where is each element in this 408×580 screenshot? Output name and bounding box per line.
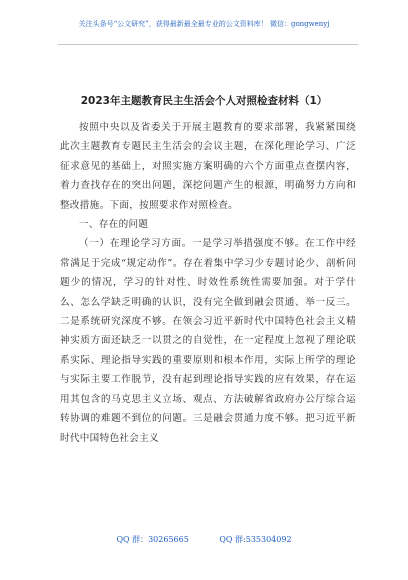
footer-qq-group-2: QQ 群:535304092 [219,535,292,544]
footer-contacts [20,535,388,545]
body-paragraph: （一）在理论学习方面。一是学习举措强度不够。在工作中经常满足于完成“规定动作”。存在着集中学习少专题讨论少、剖析问题少的情况，学习的针对性、时效性系统性需要加强。对于学什么、怎么学缺乏明确的认识，没有完全做到融会贯通、举一反三。二是系统研究深度不够。在领会习近平新时代中国特色社会主义精神实质方面还缺乏一以贯之的自觉性，在一定程度上忽视了理论联系实际、理论指导实践的重要原则和根本作用，实际上所学的理论与实际主要工作脱节，没有起到理论指导实践的应有效果，存在运用其包含的马克思主义立场、观点、方法破解省政府办公厅综合运转协调的难题不到位的问题。三是融会贯通力度不够。把习近平新时代中国特色社会主义 [60,238,356,444]
header-banner: 关注头条号“公文研究”，获得最新最全最专业的公文资料库！ 微信：gongwenyj [78,20,330,28]
document-body [60,118,356,448]
header-divider [58,44,358,45]
section-heading: 一、存在的问题 [79,219,149,231]
footer-qq-group-1: QQ 群：30265665 [116,535,189,544]
document-title: 2023年主题教育民主生活会个人对照检查材料（1） [80,95,328,107]
intro-paragraph: 按照中央以及省委关于开展主题教育的要求部署，我紧紧围绕此次主题教育专题民主生活会的会议主题，在深化理论学习、广泛征求意见的基础上，对照实施方案明确的六个方面重点查摆内容，着力查找存在的突出问题，深挖问题产生的根源，明确努力方向和整改措施。下面，按照要求作对照检查。 [60,122,356,211]
